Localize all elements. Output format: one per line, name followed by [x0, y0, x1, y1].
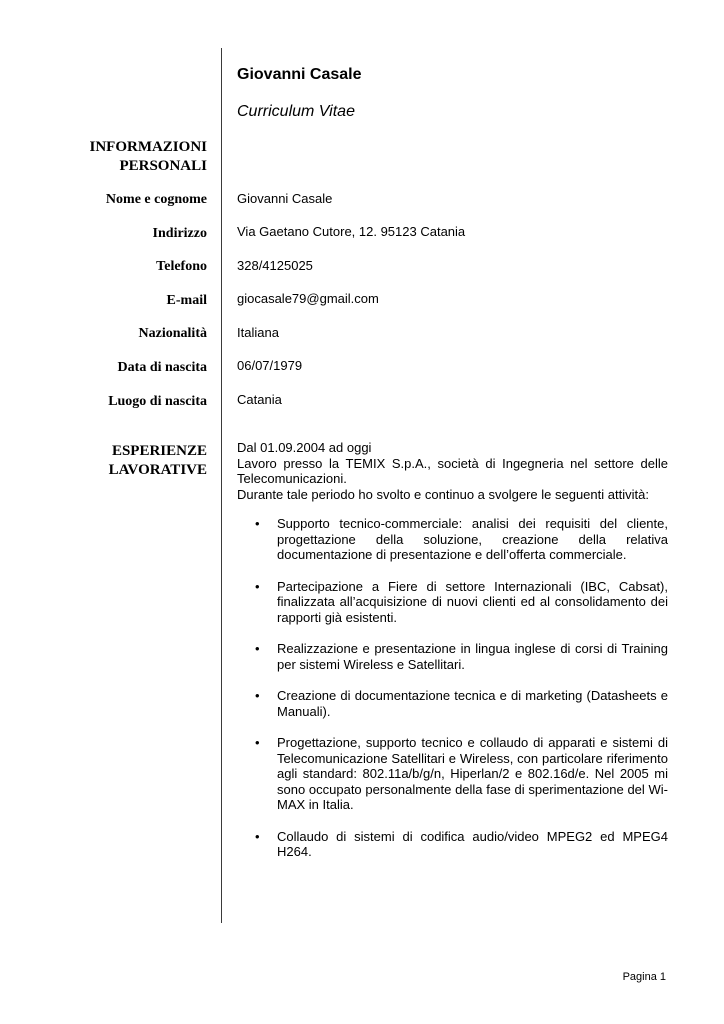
- experience-intro: Durante tale periodo ho svolto e continuo a svolgere le seguenti attività:: [237, 486, 649, 502]
- bullet-icon: •: [255, 735, 260, 750]
- bullet-icon: •: [255, 578, 260, 594]
- page-number: Pagina 1: [622, 971, 666, 983]
- experience-period: Dal 01.09.2004 ad oggi: [237, 440, 372, 455]
- list-item: • Creazione di documentazione tecnica e di marketing (Datasheets e Manuali).: [255, 688, 668, 719]
- experience-employer: Lavoro presso la TEMIX S.p.A., società di Ingegneria nel settore delle Telecomunicazioni.: [237, 455, 668, 486]
- label-nationality: Nazionalità: [138, 326, 207, 341]
- label-name: Nome e cognome: [105, 192, 207, 207]
- value-name: Giovanni Casale: [237, 191, 333, 206]
- list-item: • Progettazione, supporto tecnico e collaudo di apparati e sistemi di Telecomunicazione Satellitari e Wireless, con particolare riferimento agli standard: 802.11a/b/g/n, Hiperlan/2 e 802.16d/e. Nel 2005 mi sono occupato personalmente della fase di sperimentazione del Wi-MAX in Italia.: [255, 735, 668, 812]
- bullet-icon: •: [255, 688, 260, 703]
- value-nationality: Italiana: [237, 325, 279, 340]
- list-item: • Collaudo di sistemi di codifica audio/video MPEG2 ed MPEG4 H264.: [255, 828, 668, 859]
- section-work-experience: ESPERIENZE LAVORATIVE: [108, 443, 207, 478]
- label-address: Indirizzo: [152, 226, 207, 241]
- column-divider: [221, 48, 222, 923]
- label-birthplace: Luogo di nascita: [108, 394, 207, 409]
- value-phone: 328/4125025: [237, 258, 313, 273]
- cv-name: Giovanni Casale: [237, 66, 362, 83]
- value-email: giocasale79@gmail.com: [237, 291, 379, 306]
- value-birthplace: Catania: [237, 392, 282, 407]
- list-item: • Realizzazione e presentazione in lingua inglese di corsi di Training per sistemi Wireless e Satellitari.: [255, 641, 668, 672]
- label-birthdate: Data di nascita: [117, 360, 207, 375]
- value-birthdate: 06/07/1979: [237, 358, 303, 373]
- label-email: E-mail: [166, 293, 207, 308]
- value-address: Via Gaetano Cutore, 12. 95123 Catania: [237, 224, 466, 239]
- section-personal-info: INFORMAZIONI PERSONALI: [89, 139, 207, 174]
- list-item: • Supporto tecnico-commerciale: analisi dei requisiti del cliente, progettazione della soluzione, creazione della relativa documentazione di presentazione e dell’offerta commerciale.: [255, 516, 668, 562]
- activity-list: [237, 516, 668, 860]
- cv-subtitle: Curriculum Vitae: [237, 103, 355, 120]
- list-item: • Partecipazione a Fiere di settore Internazionali (IBC, Cabsat), finalizzata all’acquisizione di nuovi clienti ed al consolidamento dei rapporti già esistenti.: [255, 578, 668, 625]
- bullet-icon: •: [255, 641, 260, 656]
- bullet-icon: •: [255, 516, 260, 531]
- bullet-icon: •: [255, 828, 260, 844]
- label-phone: Telefono: [156, 259, 207, 274]
- experience-block: [237, 440, 668, 876]
